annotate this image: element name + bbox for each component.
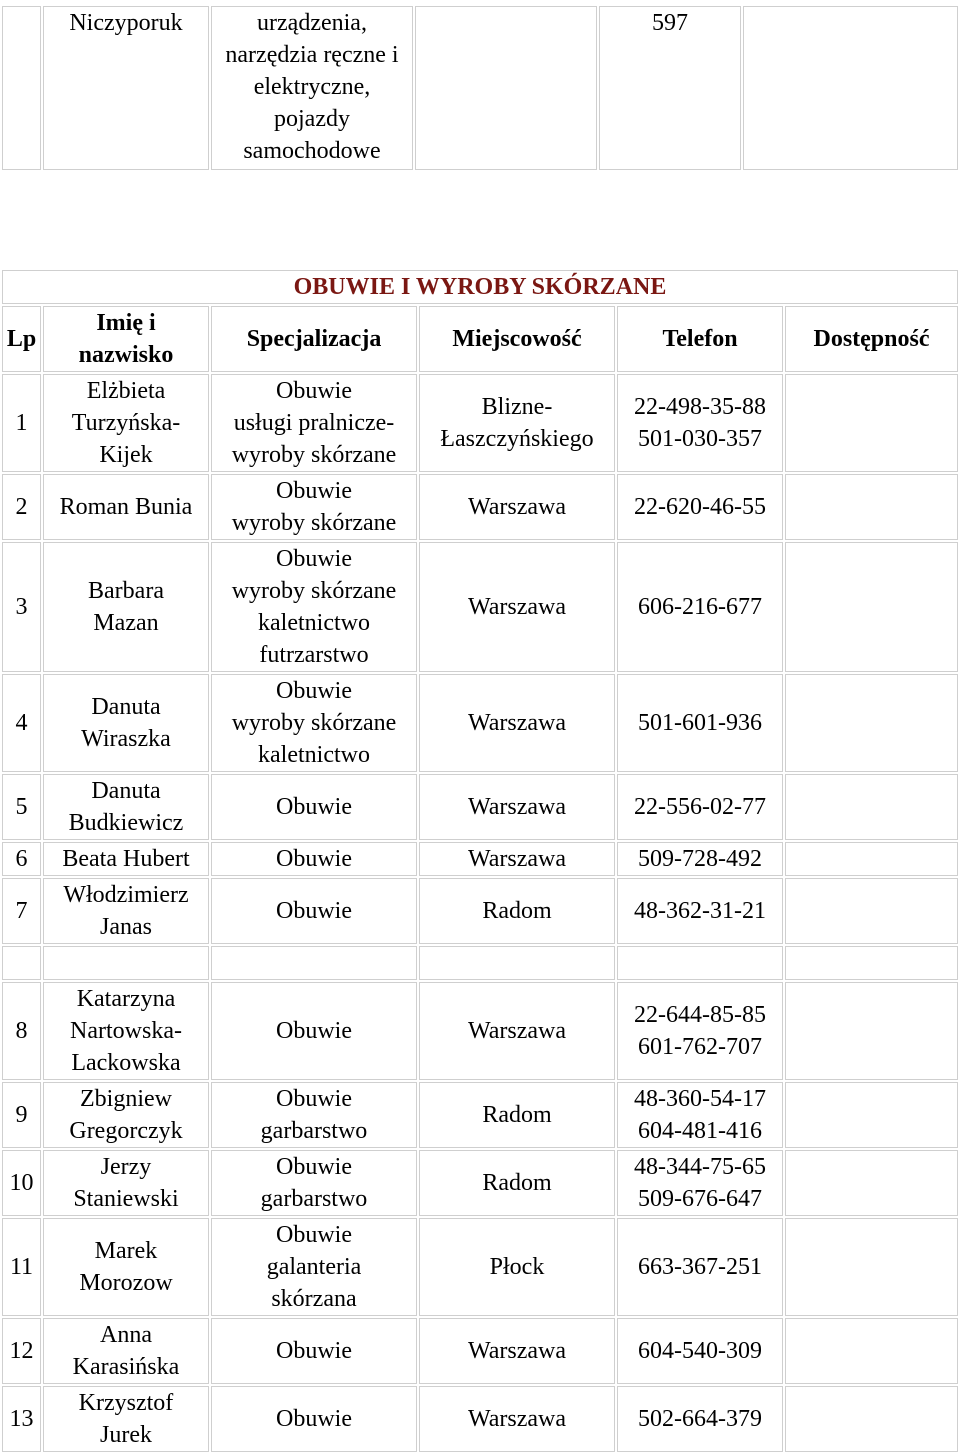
header-row: [2, 306, 958, 372]
cell-lp: 11: [2, 1218, 41, 1316]
cell-city: Warszawa: [419, 842, 615, 876]
cell-tel: 22-620-46-55: [617, 474, 783, 540]
table-row: [2, 842, 958, 876]
cell-name: Krzysztof Jurek: [43, 1386, 209, 1452]
table-row: [2, 982, 958, 1080]
cell-lp: 12: [2, 1318, 41, 1384]
empty-cell: [617, 946, 783, 980]
header-name: Imię i nazwisko: [43, 306, 209, 372]
cell-lp: 4: [2, 674, 41, 772]
cell-city: Radom: [419, 1082, 615, 1148]
cell-name: Włodzimierz Janas: [43, 878, 209, 944]
cell-tel: 502-664-379: [617, 1386, 783, 1452]
cell-name: Beata Hubert: [43, 842, 209, 876]
cell-city: Warszawa: [419, 474, 615, 540]
cell-avail: [785, 842, 958, 876]
cell-lp: [2, 6, 41, 170]
cell-lp: 3: [2, 542, 41, 672]
cell-spec: Obuwie: [211, 774, 417, 840]
cell-avail: [785, 982, 958, 1080]
cell-name: Niczyporuk: [43, 6, 209, 170]
header-lp: Lp: [2, 306, 41, 372]
table-row: [2, 1386, 958, 1452]
table-row: [2, 474, 958, 540]
empty-cell: [2, 946, 41, 980]
cell-name: Jerzy Staniewski: [43, 1150, 209, 1216]
cell-spec: Obuwie: [211, 1386, 417, 1452]
cell-name: Elżbieta Turzyńska- Kijek: [43, 374, 209, 472]
table-row: [2, 374, 958, 472]
cell-avail: [785, 1218, 958, 1316]
cell-tel: 48-360-54-17 604-481-416: [617, 1082, 783, 1148]
cell-spec: Obuwie garbarstwo: [211, 1150, 417, 1216]
previous-section-table: [0, 4, 960, 172]
cell-tel: 48-344-75-65 509-676-647: [617, 1150, 783, 1216]
cell-lp: 6: [2, 842, 41, 876]
cell-spec: Obuwie: [211, 1318, 417, 1384]
cell-avail: [785, 1082, 958, 1148]
table-row: [2, 774, 958, 840]
cell-spec: Obuwie usługi pralnicze- wyroby skórzane: [211, 374, 417, 472]
header-avail: Dostępność: [785, 306, 958, 372]
cell-lp: 5: [2, 774, 41, 840]
cell-name: Katarzyna Nartowska- Lackowska: [43, 982, 209, 1080]
cell-avail: [785, 1386, 958, 1452]
table-row: [2, 674, 958, 772]
cell-avail: [785, 774, 958, 840]
section-title: OBUWIE I WYROBY SKÓRZANE: [2, 270, 958, 304]
cell-spec: Obuwie: [211, 842, 417, 876]
cell-city: Warszawa: [419, 774, 615, 840]
cell-spec: Obuwie wyroby skórzane: [211, 474, 417, 540]
empty-cell: [211, 946, 417, 980]
empty-cell: [419, 946, 615, 980]
cell-name: Anna Karasińska: [43, 1318, 209, 1384]
cell-city: Płock: [419, 1218, 615, 1316]
cell-city: Warszawa: [419, 674, 615, 772]
cell-city: [415, 6, 597, 170]
table-row: [2, 1218, 958, 1316]
cell-name: Danuta Budkiewicz: [43, 774, 209, 840]
cell-city: Radom: [419, 878, 615, 944]
cell-tel: 22-556-02-77: [617, 774, 783, 840]
cell-lp: 2: [2, 474, 41, 540]
cell-city: Warszawa: [419, 982, 615, 1080]
cell-lp: 1: [2, 374, 41, 472]
cell-lp: 10: [2, 1150, 41, 1216]
cell-tel: 663-367-251: [617, 1218, 783, 1316]
spacer-row: [2, 946, 958, 980]
header-city: Miejscowość: [419, 306, 615, 372]
cell-avail: [785, 674, 958, 772]
cell-name: Danuta Wiraszka: [43, 674, 209, 772]
cell-tel: 48-362-31-21: [617, 878, 783, 944]
cell-tel: 604-540-309: [617, 1318, 783, 1384]
cell-avail: [743, 6, 958, 170]
cell-name: Zbigniew Gregorczyk: [43, 1082, 209, 1148]
cell-spec: Obuwie galanteria skórzana: [211, 1218, 417, 1316]
cell-spec: Obuwie wyroby skórzane kaletnictwo futrzarstwo: [211, 542, 417, 672]
cell-avail: [785, 374, 958, 472]
cell-city: Warszawa: [419, 1318, 615, 1384]
empty-cell: [43, 946, 209, 980]
cell-tel: 597: [599, 6, 741, 170]
cell-spec: Obuwie: [211, 982, 417, 1080]
cell-avail: [785, 878, 958, 944]
cell-city: Warszawa: [419, 542, 615, 672]
cell-lp: 13: [2, 1386, 41, 1452]
cell-city: Warszawa: [419, 1386, 615, 1452]
shoes-leather-table: [0, 268, 960, 1454]
header-tel: Telefon: [617, 306, 783, 372]
cell-tel: 606-216-677: [617, 542, 783, 672]
cell-tel: 22-644-85-85 601-762-707: [617, 982, 783, 1080]
cell-spec: urządzenia, narzędzia ręczne i elektryczne, pojazdy samochodowe: [211, 6, 413, 170]
cell-lp: 9: [2, 1082, 41, 1148]
cell-city: Blizne- Łaszczyńskiego: [419, 374, 615, 472]
cell-lp: 8: [2, 982, 41, 1080]
cell-avail: [785, 542, 958, 672]
section-title-row: [2, 270, 958, 304]
table-row: [2, 878, 958, 944]
table-row: [2, 1318, 958, 1384]
header-spec: Specjalizacja: [211, 306, 417, 372]
cell-name: Roman Bunia: [43, 474, 209, 540]
empty-cell: [785, 946, 958, 980]
cell-name: Marek Morozow: [43, 1218, 209, 1316]
table-row: [2, 1150, 958, 1216]
table-row: [2, 542, 958, 672]
cell-lp: 7: [2, 878, 41, 944]
cell-spec: Obuwie: [211, 878, 417, 944]
cell-tel: 509-728-492: [617, 842, 783, 876]
cell-spec: Obuwie garbarstwo: [211, 1082, 417, 1148]
cell-avail: [785, 1150, 958, 1216]
cell-avail: [785, 474, 958, 540]
cell-avail: [785, 1318, 958, 1384]
table-row: [2, 1082, 958, 1148]
cell-spec: Obuwie wyroby skórzane kaletnictwo: [211, 674, 417, 772]
cell-tel: 501-601-936: [617, 674, 783, 772]
cell-city: Radom: [419, 1150, 615, 1216]
cell-tel: 22-498-35-88 501-030-357: [617, 374, 783, 472]
cell-name: Barbara Mazan: [43, 542, 209, 672]
table-row: [2, 6, 958, 170]
